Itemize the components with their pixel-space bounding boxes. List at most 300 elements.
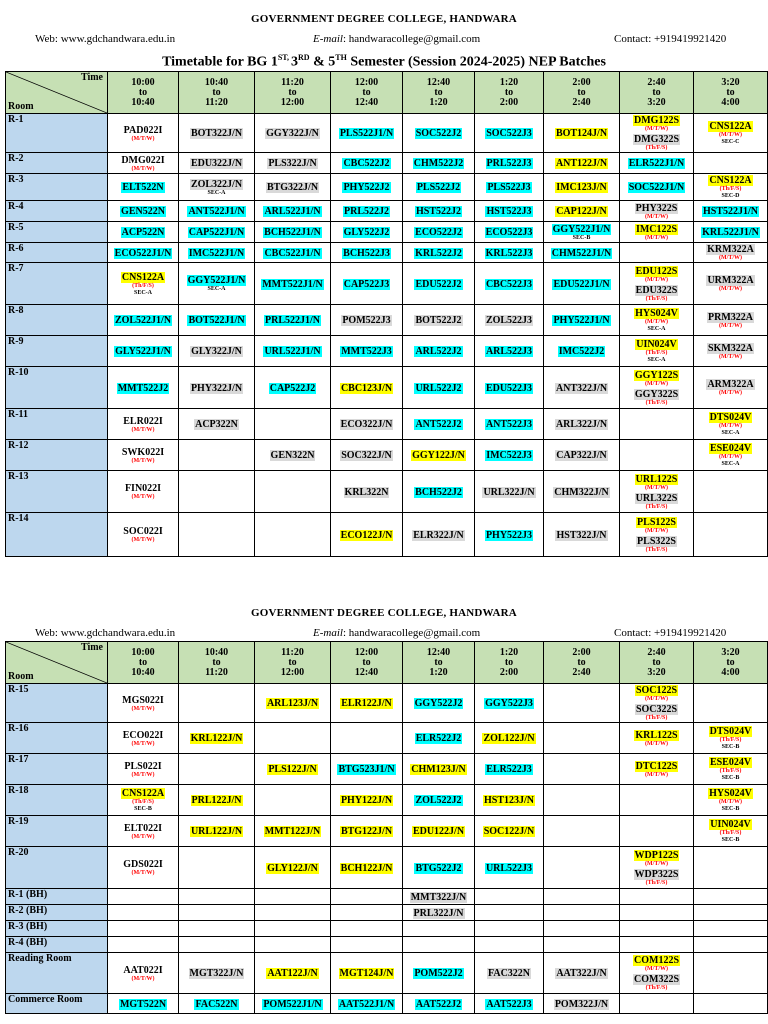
- slot-cell: [544, 754, 620, 785]
- slot-cell: [108, 994, 179, 1014]
- course-entry: [108, 247, 178, 259]
- slot-cell: [475, 367, 544, 409]
- course-code: POM522J1/N: [263, 998, 322, 1010]
- slot-cell: [475, 889, 544, 905]
- course-code: EDU322S: [635, 284, 678, 296]
- time-room-corner: [6, 642, 108, 684]
- course-code: SOC522J3: [486, 128, 532, 139]
- course-entry: [331, 205, 402, 217]
- course-code: PLS522J3: [487, 182, 531, 193]
- time-slot-part: 12:00: [280, 96, 305, 108]
- time-slot-part: 10:40: [131, 96, 155, 108]
- course-entry: [179, 274, 254, 293]
- course-entry: [544, 967, 619, 979]
- room-cell: R-15: [6, 684, 108, 723]
- slot-cell: [694, 222, 768, 243]
- section-note: SEC-A: [207, 286, 226, 292]
- header-row: [6, 72, 768, 114]
- course-code: ELT522N: [122, 182, 164, 193]
- slot-cell: [108, 153, 179, 174]
- time-slot-part: 11:20: [205, 666, 228, 678]
- course-entry: [620, 535, 693, 554]
- slot-cell: [331, 305, 403, 336]
- course-entry: [544, 486, 619, 498]
- course-code: GGY522J3: [485, 698, 533, 709]
- course-code: FIN022I: [124, 483, 162, 494]
- days-note: (M/T/W): [131, 165, 155, 172]
- course-code: SOC122J/N: [483, 826, 535, 837]
- course-code: ELR522J3: [486, 764, 532, 775]
- course-entry: [331, 967, 402, 979]
- course-code: BCH122J/N: [340, 862, 393, 874]
- course-entry: [108, 314, 178, 326]
- course-code: SOC522J1/N: [628, 182, 685, 193]
- slot-cell: [108, 243, 179, 263]
- course-code: EDU522J3: [485, 382, 533, 394]
- slot-cell: [403, 785, 475, 816]
- slot-cell: [403, 336, 475, 367]
- time-slot-part: 1:20: [499, 76, 519, 88]
- course-code: AAT322J/N: [556, 968, 607, 979]
- slot-cell: [694, 847, 768, 889]
- course-code: PRL522J1/N: [265, 315, 320, 326]
- course-code: ANT122J/N: [555, 158, 608, 169]
- course-code: IMC122S: [635, 223, 678, 235]
- slot-cell: [403, 684, 475, 723]
- slot-cell: [108, 847, 179, 889]
- slot-cell: [475, 921, 544, 937]
- slot-cell: [620, 440, 694, 471]
- course-code: POM522J2: [414, 968, 463, 979]
- slot-cell: [179, 153, 255, 174]
- time-slot-part: 2:00: [572, 76, 591, 88]
- slot-cell: [620, 336, 694, 367]
- days-note: (Th/F/S): [719, 768, 742, 774]
- course-entry: [544, 157, 619, 169]
- table-row: [6, 953, 768, 994]
- slot-cell: [694, 440, 768, 471]
- course-code: ACP322N: [195, 419, 238, 430]
- days-note: (M/T/W): [645, 696, 668, 702]
- course-code: BCH522J2: [415, 486, 462, 498]
- course-code: ANT522J3: [485, 419, 533, 430]
- course-entry: [179, 226, 254, 238]
- table-row: [6, 471, 768, 513]
- course-code: CAP122J/N: [556, 206, 607, 217]
- course-entry: [544, 314, 619, 326]
- slot-cell: [694, 953, 768, 994]
- course-entry: [620, 388, 693, 407]
- course-code: KRL522J1/N: [702, 227, 759, 238]
- slot-cell: [179, 440, 255, 471]
- slot-cell: [179, 953, 255, 994]
- room-cell: R-6: [6, 243, 108, 263]
- course-entry: [403, 157, 474, 169]
- table-row: [6, 336, 768, 367]
- course-entry: [620, 473, 693, 492]
- days-note: (M/T/W): [645, 484, 668, 491]
- days-note: (M/T/W): [645, 213, 668, 220]
- table-row: [6, 174, 768, 201]
- course-code: DMG122S: [634, 115, 679, 126]
- slot-cell: [544, 305, 620, 336]
- email-2[interactable]: E-mail: handwaracollege@gmail.com: [313, 627, 481, 639]
- course-code: EDU522J1/N: [553, 278, 610, 290]
- slot-cell: [179, 114, 255, 153]
- slot-cell: [331, 847, 403, 889]
- course-entry: [403, 907, 474, 919]
- course-code: BTG523J1/N: [338, 764, 395, 775]
- time-slot-part: to: [288, 656, 297, 668]
- course-entry: [331, 998, 402, 1010]
- time-slot-part: 12:40: [354, 96, 379, 108]
- course-code: PRM322A: [708, 311, 753, 323]
- slot-cell: [544, 409, 620, 440]
- time-label: Time: [80, 642, 103, 653]
- time-slot-part: to: [138, 86, 148, 98]
- website-2[interactable]: Web: www.gdchandwara.edu.in: [35, 627, 176, 639]
- course-entry: [108, 525, 178, 544]
- course-code: BTG522J2: [415, 862, 462, 874]
- time-slot-part: 3:20: [721, 646, 740, 658]
- slot-cell: [179, 243, 255, 263]
- slot-cell: [108, 367, 179, 409]
- section-note: SEC-A: [721, 430, 740, 436]
- course-entry: [475, 529, 543, 541]
- course-entry: [620, 703, 693, 722]
- course-entry: [694, 756, 767, 782]
- course-entry: [475, 862, 543, 874]
- course-entry: [108, 124, 178, 143]
- slot-cell: [475, 263, 544, 305]
- slot-cell: [694, 723, 768, 754]
- course-entry: [255, 862, 330, 874]
- course-entry: [620, 202, 693, 221]
- time-slot-header: [620, 642, 694, 684]
- slot-cell: [331, 336, 403, 367]
- days-note: (M/T/W): [131, 833, 155, 840]
- course-code: GGY322S: [634, 388, 679, 400]
- room-cell: R-7: [6, 263, 108, 305]
- time-slot-header: [403, 72, 475, 114]
- course-entry: [544, 127, 619, 139]
- time-slot-part: to: [212, 656, 221, 668]
- course-entry: [255, 226, 330, 238]
- days-note: (M/T/W): [131, 135, 155, 142]
- slot-cell: [544, 201, 620, 222]
- time-slot-part: 10:00: [131, 646, 155, 658]
- course-entry: [108, 998, 178, 1010]
- course-entry: [179, 314, 254, 326]
- course-entry: [179, 418, 254, 430]
- course-entry: [694, 311, 767, 330]
- table-row: [6, 201, 768, 222]
- course-code: BCH522J1/N: [264, 227, 321, 238]
- table-row: [6, 243, 768, 263]
- room-cell: R-5: [6, 222, 108, 243]
- days-note: (M/T/W): [645, 276, 668, 283]
- slot-cell: [179, 367, 255, 409]
- slot-cell: [331, 440, 403, 471]
- course-code: ESE024V: [709, 443, 752, 454]
- room-cell: R-2: [6, 153, 108, 174]
- time-label: Time: [80, 72, 103, 83]
- course-entry: [403, 127, 474, 139]
- time-room-corner: [6, 72, 108, 114]
- slot-cell: [620, 153, 694, 174]
- course-entry: [331, 345, 402, 357]
- course-entry: [179, 998, 254, 1010]
- slot-cell: [694, 921, 768, 937]
- days-note: (M/T/W): [131, 975, 155, 982]
- slot-cell: [475, 513, 544, 557]
- time-slot-part: 2:40: [647, 76, 666, 88]
- table-row: [6, 785, 768, 816]
- course-entry: [179, 967, 254, 979]
- course-code: KRL122J/N: [190, 733, 243, 744]
- course-entry: [255, 247, 330, 259]
- days-note: (M/T/W): [719, 454, 742, 460]
- slot-cell: [331, 754, 403, 785]
- course-code: BCH522J3: [343, 247, 390, 259]
- room-cell: R-17: [6, 754, 108, 785]
- timetable-1: [5, 71, 768, 557]
- course-code: HST322J/N: [556, 529, 607, 541]
- slot-cell: [544, 937, 620, 953]
- slot-cell: [475, 440, 544, 471]
- course-entry: [179, 345, 254, 357]
- course-entry: [403, 529, 474, 541]
- course-code: URL322S: [635, 492, 678, 504]
- course-entry: [403, 794, 474, 806]
- section-note: SEC-A: [721, 461, 740, 467]
- course-entry: [620, 868, 693, 887]
- slot-cell: [620, 513, 694, 557]
- course-code: UIN024V: [710, 819, 751, 830]
- course-entry: [403, 998, 474, 1010]
- course-entry: [544, 345, 619, 357]
- room-cell: R-4 (BH): [6, 937, 108, 953]
- course-entry: [255, 382, 330, 394]
- table-row: [6, 921, 768, 937]
- course-entry: [544, 205, 619, 217]
- slot-cell: [475, 684, 544, 723]
- slot-cell: [331, 222, 403, 243]
- slot-cell: [108, 754, 179, 785]
- course-entry: [620, 760, 693, 779]
- time-slot-part: 10:40: [204, 76, 229, 88]
- time-slot-part: 3:20: [647, 96, 666, 108]
- days-note: (M/T/W): [719, 353, 742, 360]
- slot-cell: [544, 905, 620, 921]
- course-code: CBC123J/N: [340, 382, 393, 394]
- days-note: (M/T/W): [131, 537, 155, 543]
- slot-cell: [403, 847, 475, 889]
- slot-cell: [694, 513, 768, 557]
- course-entry: [108, 760, 178, 779]
- course-entry: [475, 205, 543, 217]
- table-row: [6, 367, 768, 409]
- course-entry: [620, 307, 693, 333]
- time-slot-header: [475, 642, 544, 684]
- slot-cell: [475, 222, 544, 243]
- course-entry: [544, 449, 619, 461]
- slot-cell: [331, 243, 403, 263]
- course-entry: [620, 492, 693, 511]
- slot-cell: [255, 243, 331, 263]
- time-slot-part: 12:40: [426, 76, 451, 88]
- time-slot-part: 4:00: [721, 666, 740, 678]
- slot-cell: [694, 336, 768, 367]
- course-entry: [255, 998, 330, 1010]
- time-slot-header: [475, 72, 544, 114]
- table-row: [6, 684, 768, 723]
- course-entry: [620, 265, 693, 284]
- course-code: SOC022I: [123, 526, 163, 537]
- slot-cell: [331, 513, 403, 557]
- slot-cell: [544, 921, 620, 937]
- slot-cell: [544, 222, 620, 243]
- course-code: CHM522J1/N: [551, 247, 612, 259]
- course-code: URL322J/N: [483, 486, 535, 498]
- time-slot-part: 12:00: [354, 646, 379, 658]
- course-code: EDU522J2: [415, 278, 462, 290]
- slot-cell: [255, 471, 331, 513]
- course-code: URL122J/N: [190, 826, 243, 837]
- slot-cell: [620, 174, 694, 201]
- table-row: [6, 889, 768, 905]
- course-entry: [179, 247, 254, 259]
- room-cell: R-13: [6, 471, 108, 513]
- section-note: SEC-D: [721, 193, 740, 199]
- slot-cell: [694, 754, 768, 785]
- time-slot-part: 12:00: [280, 666, 305, 678]
- course-entry: [620, 114, 693, 133]
- slot-cell: [475, 937, 544, 953]
- section-note: SEC-B: [134, 806, 152, 812]
- course-entry: [331, 486, 402, 498]
- course-code: HYS024V: [709, 788, 752, 799]
- timetable-title: Timetable for BG $1^{ST,}$ 3RD & 5TH Semester (Session 2024-2025) NEP Batches: [162, 53, 606, 70]
- slot-cell: [403, 153, 475, 174]
- website-1[interactable]: Web: www.gdchandwara.edu.in: [35, 33, 176, 45]
- course-entry: [620, 369, 693, 388]
- slot-cell: [331, 816, 403, 847]
- slot-cell: [179, 921, 255, 937]
- course-entry: [620, 133, 693, 152]
- table-row: [6, 905, 768, 921]
- course-entry: [694, 174, 767, 200]
- course-code: ELR522J2: [415, 733, 462, 744]
- course-code: PLS122J/N: [268, 764, 317, 775]
- slot-cell: [108, 785, 179, 816]
- time-slot-part: 12:40: [426, 646, 451, 658]
- course-code: ARM322A: [707, 379, 754, 390]
- slot-cell: [544, 153, 620, 174]
- slot-cell: [331, 114, 403, 153]
- slot-cell: [620, 953, 694, 994]
- days-note: (M/T/W): [131, 870, 155, 876]
- slot-cell: [544, 243, 620, 263]
- course-code: BTG322J/N: [266, 182, 319, 193]
- course-entry: [403, 382, 474, 394]
- slot-cell: [108, 114, 179, 153]
- slot-cell: [331, 937, 403, 953]
- days-note: (M/T/W): [645, 319, 668, 325]
- course-entry: [255, 278, 330, 290]
- slot-cell: [331, 153, 403, 174]
- course-code: PLS522J1/N: [339, 128, 394, 139]
- slot-cell: [544, 994, 620, 1014]
- course-code: PHY522J3: [485, 529, 533, 541]
- course-code: PLS022I: [124, 760, 162, 772]
- email-1[interactable]: E-mail: handwaracollege@gmail.com: [313, 33, 481, 45]
- time-slot-part: 2:00: [499, 666, 519, 678]
- course-code: PLS322S: [637, 535, 676, 547]
- course-code: KRM322A: [707, 244, 754, 255]
- time-slot-part: 12:00: [354, 76, 379, 88]
- course-entry: [255, 157, 330, 169]
- course-code: UIN024V: [636, 339, 677, 350]
- course-entry: [108, 446, 178, 465]
- days-note: (Th/F/S): [645, 985, 668, 991]
- slot-cell: [108, 921, 179, 937]
- course-entry: [620, 338, 693, 364]
- course-entry: [544, 247, 619, 259]
- course-code: ANT322J/N: [555, 382, 608, 394]
- time-slot-part: to: [504, 656, 514, 668]
- slot-cell: [108, 263, 179, 305]
- course-code: ANT522J1/N: [188, 206, 245, 217]
- section-note: SEC-B: [721, 744, 740, 750]
- time-slot-part: to: [577, 656, 586, 668]
- days-note: (Th/F/S): [645, 503, 668, 510]
- slot-cell: [403, 222, 475, 243]
- course-entry: [544, 529, 619, 541]
- slot-cell: [475, 816, 544, 847]
- slot-cell: [108, 471, 179, 513]
- time-slot-part: 2:00: [572, 646, 591, 658]
- room-cell: R-2 (BH): [6, 905, 108, 921]
- slot-cell: [179, 263, 255, 305]
- course-entry: [403, 205, 474, 217]
- course-entry: [620, 973, 693, 992]
- course-entry: [544, 278, 619, 290]
- slot-cell: [403, 114, 475, 153]
- slot-cell: [179, 201, 255, 222]
- slot-cell: [255, 994, 331, 1014]
- days-note: (M/T/W): [645, 771, 668, 778]
- slot-cell: [544, 513, 620, 557]
- slot-cell: [620, 723, 694, 754]
- course-entry: [403, 418, 474, 430]
- course-code: GGY122S: [634, 369, 679, 381]
- course-entry: [108, 154, 178, 173]
- room-cell: R-14: [6, 513, 108, 557]
- course-code: EDU122J/N: [412, 826, 465, 837]
- course-entry: [475, 345, 543, 357]
- course-entry: [255, 825, 330, 837]
- room-cell: R-3: [6, 174, 108, 201]
- slot-cell: [620, 684, 694, 723]
- course-entry: [179, 382, 254, 394]
- course-entry: [108, 787, 178, 813]
- time-slot-header: [179, 642, 255, 684]
- course-code: ESE024V: [709, 757, 752, 768]
- course-entry: [331, 862, 402, 874]
- days-note: (Th/F/S): [645, 399, 668, 406]
- slot-cell: [255, 889, 331, 905]
